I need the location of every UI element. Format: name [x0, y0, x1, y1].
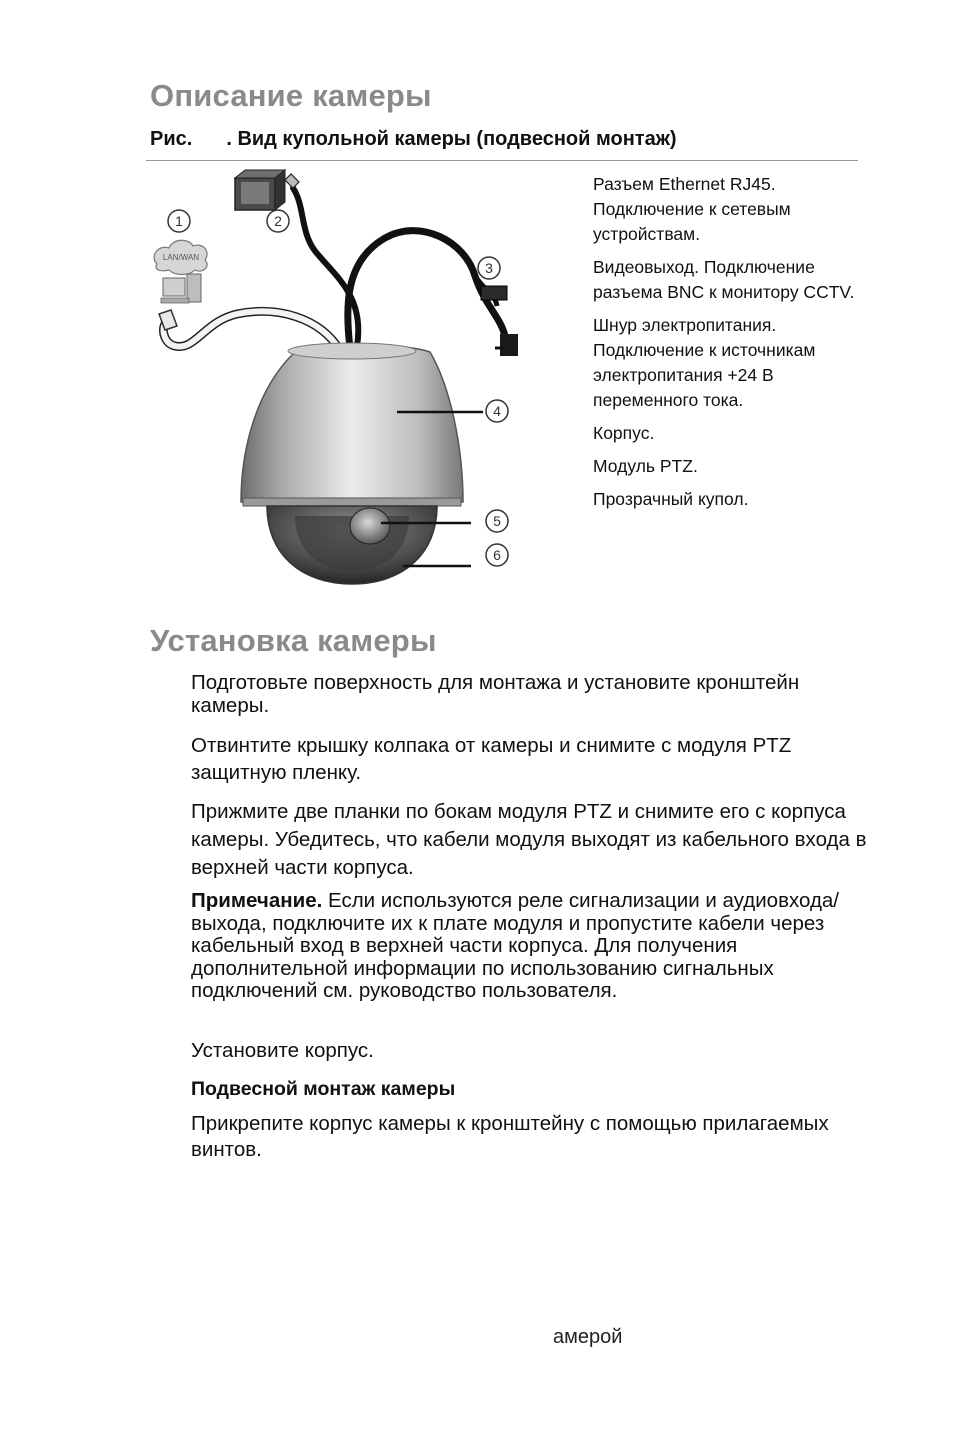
callout-3	[478, 257, 500, 279]
legend-item-ethernet: Разъем Ethernet RJ45. Подключение к сетевым устройствам.	[593, 174, 791, 244]
step-remove-cap: Отвинтите крышку колпака от камеры и снимите с модуля PTZ защитную пленку.	[191, 734, 792, 784]
callout-3-label: 3	[485, 260, 493, 276]
figure-caption-text: . Вид купольной камеры (подвесной монтаж)	[226, 128, 677, 150]
ptz-lens	[350, 508, 390, 544]
lan-wan-cloud-icon	[154, 240, 207, 274]
callout-4	[486, 400, 508, 422]
callout-5	[486, 510, 508, 532]
computer-icon	[161, 274, 201, 303]
dome-camera-illustration	[145, 166, 585, 598]
cctv-monitor-icon	[235, 170, 285, 210]
step-attach-housing: Прикрепите корпус камеры к кронштейну с помощью прилагаемых винтов.	[191, 1112, 829, 1161]
callout-4-label: 4	[493, 403, 501, 419]
figure-caption-prefix: Рис.	[150, 128, 193, 150]
callout-5-label: 5	[493, 513, 501, 529]
callout-6-label: 6	[493, 547, 501, 563]
callout-1-label: 1	[175, 213, 183, 229]
note-block	[191, 890, 871, 1003]
callout-2	[267, 210, 289, 232]
power-connector-icon	[500, 334, 518, 356]
step-remove-ptz-module: Прижмите две планки по бокам модуля PTZ и снимите его с корпуса камеры. Убедитесь, что кабели модуля выходят из кабельного входа в верхней части корпуса.	[191, 800, 867, 879]
page-footer: амерой	[553, 1326, 623, 1348]
section-title-camera-description: Описание камеры	[150, 78, 432, 113]
subheading-pendant-mount: Подвесной монтаж камеры	[191, 1078, 456, 1100]
lan-wan-label: LAN/WAN	[162, 253, 200, 262]
legend-item-clear-dome: Прозрачный купол.	[593, 489, 749, 509]
note-text: Если используются реле сигнализации и аудиовхода/выхода, подключите их к плате модуля и пропустите кабели через кабельный вход в верхней части корпуса. Для получения дополнительной информации по использованию сигнальных подключений см. руководство пользователя.	[191, 889, 840, 1002]
legend-item-power-cord: Шнур электропитания. Подключение к источникам электропитания +24 В переменного тока.	[593, 315, 816, 410]
caption-divider	[146, 160, 858, 161]
step-prepare-surface: Подготовьте поверхность для монтажа и установите кронштейн камеры.	[191, 671, 800, 717]
callout-2-label: 2	[274, 213, 282, 229]
figure-legend	[593, 172, 883, 520]
legend-item-housing: Корпус.	[593, 423, 655, 443]
legend-item-ptz-module: Модуль PTZ.	[593, 456, 698, 476]
camera-housing	[241, 345, 463, 503]
figure-caption	[150, 128, 677, 151]
callout-6	[486, 544, 508, 566]
section-title-installation: Установка камеры	[150, 623, 437, 658]
note-label: Примечание.	[191, 889, 323, 912]
step-install-housing: Установите корпус.	[191, 1039, 374, 1062]
legend-item-video-out: Видеовыход. Подключение разъема BNC к монитору CCTV.	[593, 257, 855, 302]
callout-1	[168, 210, 190, 232]
